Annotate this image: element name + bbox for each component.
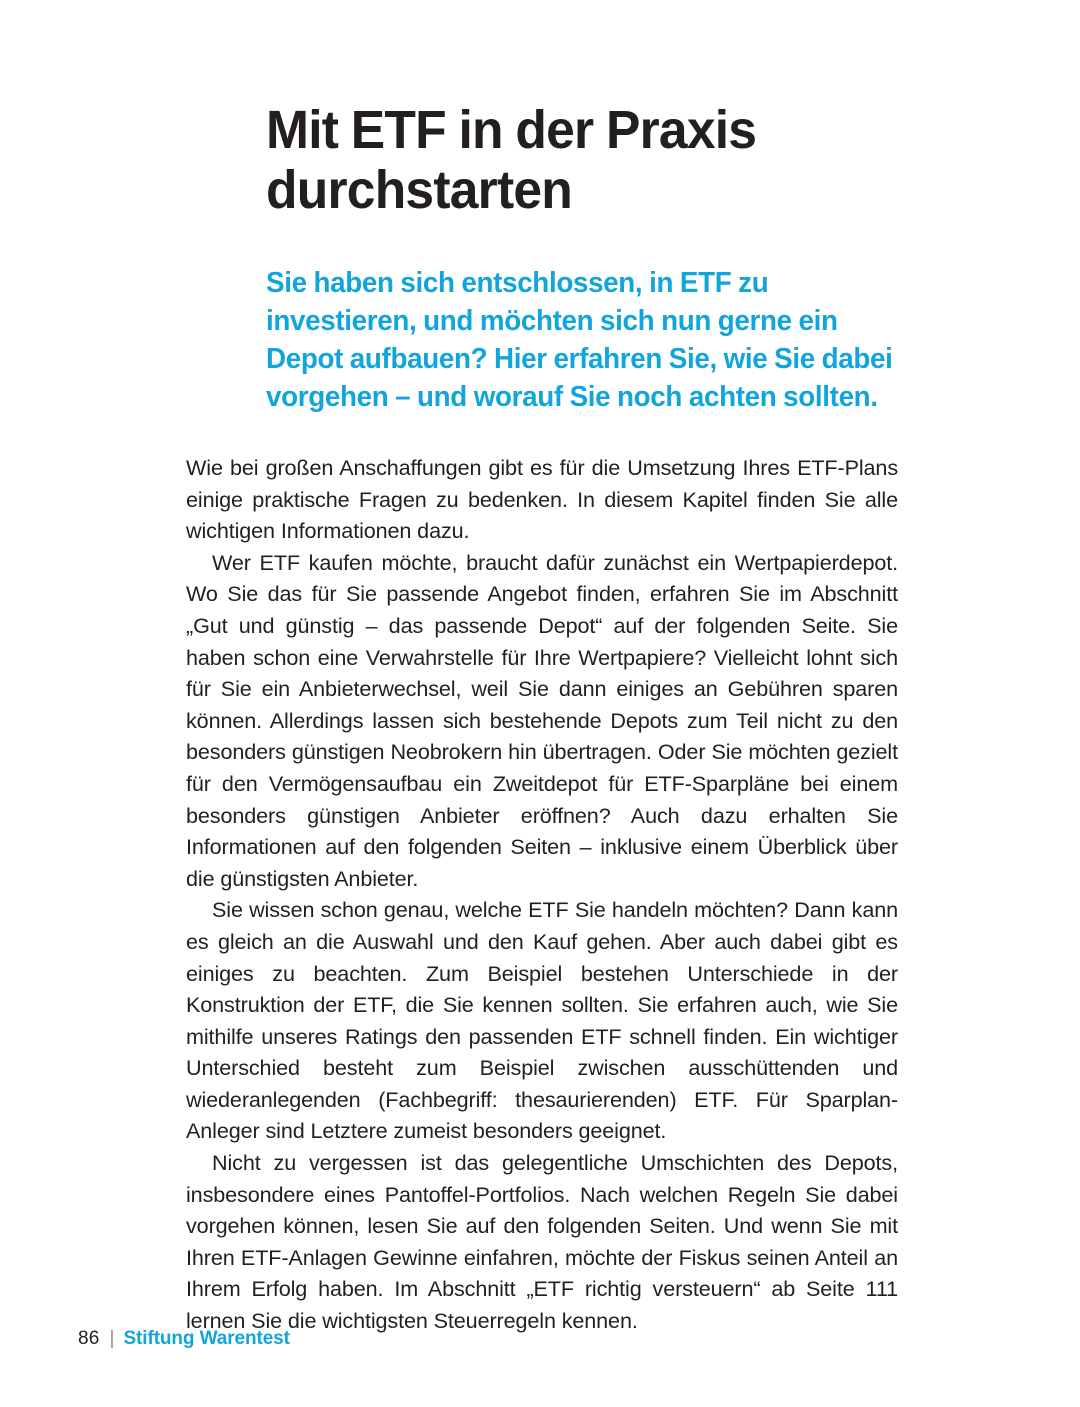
- body-paragraph: Wer ETF kaufen möchte, braucht dafür zunächst ein Wertpapierdepot. Wo Sie das für Sie passende Angebot finden, erfahren Sie im Abschnitt „Gut und günstig – das passende Depot“ auf der folgenden Seite. Sie haben schon eine Verwahrstelle für Ihre Wertpapiere? Vielleicht lohnt sich für Sie ein Anbieterwechsel, weil Sie dann einiges an Gebühren sparen können. Allerdings lassen sich bestehende Depots zum Teil nicht zu den besonders günstigen Neobrokern hin übertragen. Oder Sie möchten gezielt für den Vermögensaufbau ein Zweitdepot für ETF-Sparpläne bei einem besonders günstigen Anbieter eröffnen? Auch dazu erhalten Sie Informationen auf den folgenden Seiten – inklusive einem Überblick über die günstigsten Anbieter.: [186, 549, 898, 891]
- lead-paragraph: Sie haben sich entschlossen, in ETF zu investieren, und möchten sich nun gerne ein Depot aufbauen? Hier erfahren Sie, wie Sie dabei vorgehen – und worauf Sie noch achten sollten.: [266, 267, 893, 413]
- body-paragraph: Wie bei großen Anschaffungen gibt es für die Umsetzung Ihres ETF-Plans einige praktische Fragen zu bedenken. In diesem Kapitel finden Sie alle wichtigen Informationen dazu.: [186, 455, 898, 544]
- body-paragraph: Sie wissen schon genau, welche ETF Sie handeln möchten? Dann kann es gleich an die Auswahl und den Kauf gehen. Aber auch dabei gibt es einiges zu beachten. Zum Beispiel bestehen Unterschiede in der Konstruktion der ETF, die Sie kennen sollten. Sie erfahren auch, wie Sie mithilfe unseres Ratings den passenden ETF schnell finden. Ein wichtiger Unterschied besteht zum Beispiel zwischen ausschüttenden und wiederanlegenden (Fachbegriff: thesaurierenden) ETF. Für Sparplan-Anleger sind Letztere zumeist besonders geeignet.: [186, 897, 898, 1144]
- body-text-block: [186, 452, 898, 1337]
- footer-page-number: 86: [78, 1328, 100, 1349]
- footer-brand-name: Stiftung Warentest: [123, 1328, 290, 1349]
- title-block: [266, 100, 906, 220]
- page-title: Mit ETF in der Praxis durchstarten: [266, 100, 757, 220]
- footer-separator: |: [109, 1328, 115, 1349]
- page-footer: [78, 1328, 290, 1350]
- body-paragraph: Nicht zu vergessen ist das gelegentliche Umschichten des Depots, insbesondere eines Pantoffel-Portfolios. Nach welchen Regeln Sie dabei vorgehen können, lesen Sie auf den folgenden Seiten. Und wenn Sie mit Ihren ETF-Anlagen Gewinne einfahren, möchte der Fiskus seinen Anteil an Ihrem Erfolg haben. Im Abschnitt „ETF richtig versteuern“ ab Seite 111 lernen Sie die wichtigsten Steuerregeln kennen.: [186, 1150, 898, 1334]
- lead-block: [266, 264, 914, 416]
